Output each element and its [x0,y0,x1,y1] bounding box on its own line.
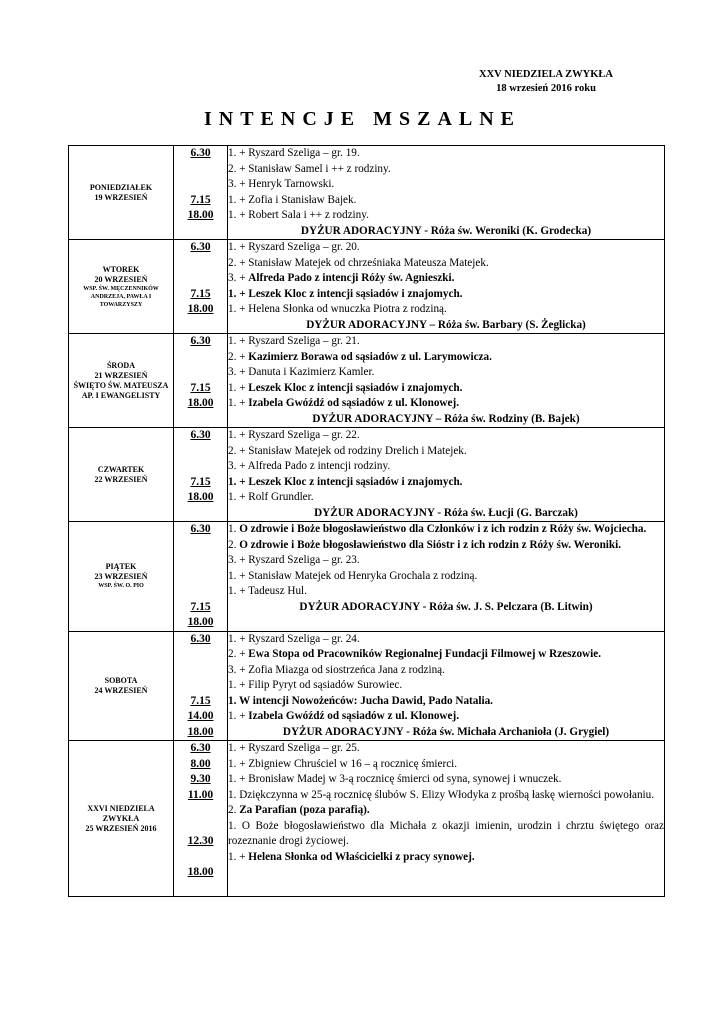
intentions-cell [228,146,665,240]
day-name: ŚRODA [106,360,135,370]
day-row [69,741,665,897]
intention-line: 1. + Rolf Grundler. [228,491,314,503]
mass-time: 6.30 [190,742,211,754]
intention-line: 1. + Stanisław Matejek od Henryka Grochala z rodziną. [228,569,478,582]
mass-time [174,678,227,694]
intention-text: Za Parafian (poza parafią). [239,804,370,816]
mass-time: 7.15 [190,475,211,488]
intention-line: 3. + Henryk Tarnowski. [228,178,335,190]
mass-times-cell [174,428,228,522]
day-row [69,146,665,240]
intentions-cell [228,428,665,522]
day-row [69,334,665,428]
intention-line: 1. + Zbigniew Chruściel w 16 – ą rocznicę śmierci. [228,757,458,770]
day-row [69,240,665,334]
intention-prefix: 1. + [228,710,249,722]
day-row [69,428,665,522]
mass-time: 18.00 [187,303,214,315]
intention-line: 3. + Alfreda Pado z intencji rodziny. [228,460,391,472]
intention-line [228,396,664,412]
mass-time: 6.30 [190,241,211,253]
day-name: SOBOTA [104,675,138,685]
intention-line [228,850,664,866]
day-row [69,522,665,632]
adoration-duty-line: DYŻUR ADORACYJNY - Róża św. Weroniki (K. Grodecka) [300,224,592,237]
day-date: 23 WRZESIEŃ [94,572,148,582]
intention-line [228,538,664,554]
day-name: PIĄTEK [105,562,137,572]
mass-time: 18.00 [187,725,214,738]
intention-prefix: 2. + [228,648,249,660]
intention-line: 3. + Zofia Miazga od siostrzeńca Jana z rodziną. [228,663,445,676]
mass-time: 6.30 [190,632,211,645]
intentions-cell [228,631,665,741]
intention-line [228,865,664,881]
intention-line: 1. + Zofia i Stanisław Bajek. [228,193,357,206]
intention-line: 1. + Ryszard Szeliga – gr. 22. [228,429,360,441]
mass-time: 18.00 [187,397,214,409]
intention-line: 1. Dziękczynna w 25-ą rocznicę ślubów S. Elizy Włodyka z prośbą łaskę wierności powołaniu. [228,788,655,801]
intention-line: 1. + Ryszard Szeliga – gr. 21. [228,335,360,347]
intention-line: 2. + Stanisław Samel i ++ z rodziny. [228,162,391,175]
mass-time: 11.00 [187,788,214,801]
intention-line [228,803,664,819]
adoration-duty-line: DYŻUR ADORACYJNY – Róża św. Barbary (S. Żeglicka) [306,318,586,331]
day-cell [69,522,174,632]
mass-time: 6.30 [190,429,211,441]
day-cell [69,631,174,741]
intention-prefix: 1. [228,523,240,535]
intention-line: 3. + Ryszard Szeliga – gr. 23. [228,554,360,566]
intention-line [228,881,664,897]
mass-time: 18.00 [187,491,214,503]
adoration-duty-line: DYŻUR ADORACYJNY - Róża św. J. S. Pelczara (B. Litwin) [299,600,593,613]
adoration-duty-line: DYŻUR ADORACYJNY - Róża św. Łucji (G. Barczak) [314,506,578,519]
intention-text: Kazimierz Borawa od sąsiadów z ul. Larymowicza. [248,350,492,363]
intention-text: Helena Słonka od Właścicielki z pracy synowej. [248,850,475,863]
intention-line: 1. O Boże błogosławieństwo dla Michała z okazji imienin, urodzin i chrztu świętego oraz rozeznanie drogi życiowej. [228,819,664,847]
intention-prefix: 1. + [228,850,249,863]
intention-line: 1. + Filip Pyryt od sąsiadów Surowiec. [228,679,403,691]
adoration-duty-line: DYŻUR ADORACYJNY - Róża św. Michała Archanioła (J. Grygiel) [282,725,610,738]
mass-time: 8.00 [190,757,211,770]
mass-time: 7.15 [190,381,211,394]
mass-time [174,350,227,366]
page-title: INTENCJE MSZALNE [203,108,522,130]
mass-time [174,850,227,866]
intention-line [228,350,664,366]
day-row [69,631,665,741]
mass-time: 18.00 [187,866,214,878]
day-name: CZWARTEK [97,464,145,474]
mass-time [174,663,227,679]
mass-time: 14.00 [187,710,214,722]
intentions-cell [228,240,665,334]
mass-time [174,271,227,287]
mass-time: 7.15 [190,694,211,707]
mass-time [174,569,227,585]
intention-line: 1. + Ryszard Szeliga – gr. 20. [228,241,360,253]
intention-text: O zdrowie i Boże błogosławieństwo dla Sióstr i z ich rodzin z Róży św. Weroniki. [239,538,622,551]
mass-time: 6.30 [190,147,211,159]
intention-text: Izabela Gwóźdź od sąsiadów z ul. Klonowej. [248,397,460,409]
mass-time: 6.30 [190,335,211,347]
mass-time [174,444,227,460]
intention-text: O zdrowie i Boże błogosławieństwo dla Członków i z ich rodzin z Róży św. Wojciecha. [239,523,647,535]
intention-prefix: 1. + [228,397,249,409]
day-cell [69,146,174,240]
intention-prefix: 2. [228,538,240,551]
intention-prefix: 2. [228,804,240,816]
intention-text: Izabela Gwóźdź od sąsiadów z ul. Klonowej. [248,710,460,722]
mass-time: 7.15 [190,287,211,300]
intention-text: Ewa Stopa od Pracowników Regionalnej Fundacji Filmowej w Rzeszowie. [248,648,601,660]
intention-line [228,522,664,538]
sunday-name: XXV NIEDZIELA ZWYKŁA [478,69,613,80]
mass-time [174,365,227,381]
intention-line: 1. + Ryszard Szeliga – gr. 24. [228,632,360,645]
mass-time [174,538,227,554]
day-date: 21 WRZESIEŃ [94,370,148,380]
adoration-duty-line: DYŻUR ADORACYJNY – Róża św. Rodziny (B. Bajek) [312,412,580,425]
mass-time [174,819,227,835]
mass-time [174,459,227,475]
day-name: PONIEDZIAŁEK [89,182,153,192]
intention-line: 2. + Stanisław Matejek od chrześniaka Mateusza Matejek. [228,256,489,269]
intention-text: Alfreda Pado z intencji Róży św. Agnieszki. [248,272,455,284]
intention-line: 1. + Bronisław Madej w 3-ą rocznicę śmierci od syna, synowej i wnuczek. [228,773,562,785]
mass-time [174,177,227,193]
day-cell [69,741,174,897]
day-cell [69,334,174,428]
day-name: XXVI NIEDZIELA ZWYKŁA [87,803,155,823]
mass-time [174,256,227,272]
day-date: 22 WRZESIEŃ [94,474,148,484]
intention-line: 1. + Robert Sala i ++ z rodziny. [228,209,369,221]
mass-time: 18.00 [187,616,214,628]
intention-text: Leszek Kloc z intencji sąsiadów i znajomych. [248,381,463,394]
intentions-cell [228,741,665,897]
mass-time: 18.00 [187,209,214,221]
mass-time [174,647,227,663]
mass-times-cell [174,631,228,741]
day-date: 25 WRZESIEŃ 2016 [85,823,157,833]
day-feast: ŚWIĘTO ŚW. MATEUSZA AP. I EWANGELISTY [73,380,169,400]
mass-time: 9.30 [190,773,211,785]
intention-line: 2. + Stanisław Matejek od rodziny Drelich i Matejek. [228,444,467,457]
intention-line: 1. + Helena Słonka od wnuczka Piotra z rodziną. [228,303,447,315]
intention-prefix: 1. + [228,381,249,394]
day-cell [69,428,174,522]
intention-line: 3. + Danuta i Kazimierz Kamler. [228,366,375,378]
intention-line: 1. + Ryszard Szeliga – gr. 25. [228,742,360,754]
intention-line [228,381,664,397]
mass-time [174,584,227,600]
intention-line: 1. + Leszek Kloc z intencji sąsiadów i znajomych. [228,287,463,300]
mass-time: 6.30 [190,523,211,535]
day-date: 24 WRZESIEŃ [94,685,148,695]
mass-time: 7.15 [190,600,211,613]
mass-times-cell [174,334,228,428]
day-date: 19 WRZESIEŃ [94,192,148,202]
mass-time [174,162,227,178]
mass-time: 12.30 [187,835,214,847]
mass-times-cell [174,741,228,897]
mass-times-cell [174,146,228,240]
intention-line [228,647,664,663]
document-date: 18 wrzesień 2016 roku [496,83,596,94]
intention-line: 1. W intencji Nowożeńców: Jucha Dawid, Pado Natalia. [228,694,493,707]
intention-line: 1. + Tadeusz Hul. [228,585,307,597]
mass-times-cell [174,522,228,632]
intention-prefix: 2. + [228,350,249,363]
day-cell [69,240,174,334]
day-feast-note: WSP. ŚW. MĘCZENNIKÓW ANDRZEJA, PAWŁA I TOWARZYSZY [83,285,159,308]
mass-times-cell [174,240,228,334]
day-name: WTOREK [102,264,140,274]
intentions-cell [228,522,665,632]
intention-line: 1. + Ryszard Szeliga – gr. 19. [228,147,360,159]
document-header [479,68,613,96]
intention-line [228,271,664,287]
mass-time: 7.15 [190,193,211,206]
mass-time [174,553,227,569]
mass-time [174,803,227,819]
intention-line: 1. + Leszek Kloc z intencji sąsiadów i znajomych. [228,475,463,488]
intention-line [228,709,664,725]
intentions-cell [228,334,665,428]
intention-prefix: 3. + [228,272,249,284]
day-date: 20 WRZESIEŃ [94,274,148,284]
intentions-table [68,145,665,897]
day-feast-note: WSP. ŚW. O. PIO [98,583,144,590]
